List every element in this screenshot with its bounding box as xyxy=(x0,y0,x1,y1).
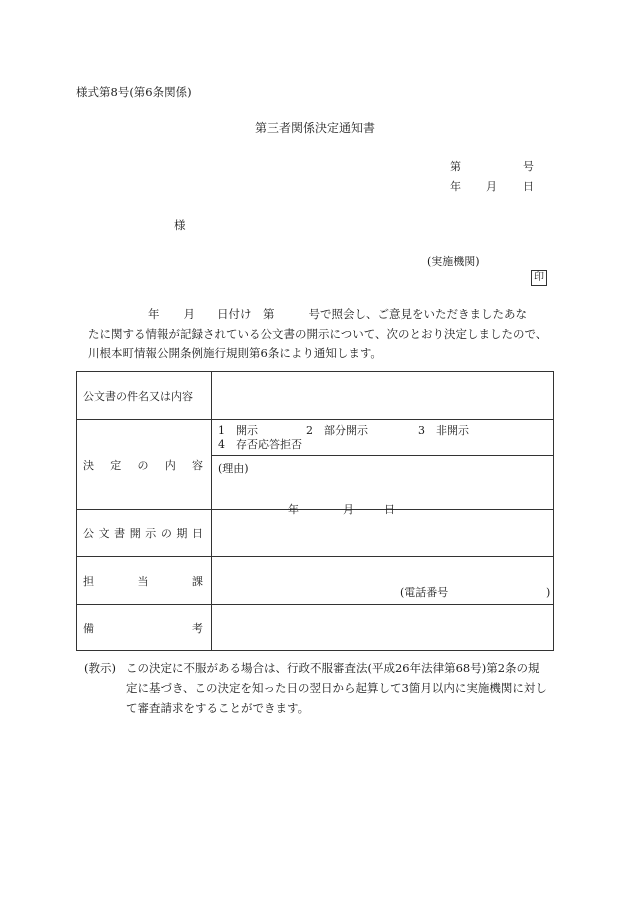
reason-label: (理由) xyxy=(218,462,249,475)
date-month: 月 xyxy=(486,180,497,193)
option-disclose: 1 開示 xyxy=(218,423,258,437)
body-line3: 川根本町情報公開条例施行規則第6条により通知します。 xyxy=(88,346,382,360)
reason-cell xyxy=(212,456,554,510)
disclosure-year: 年 xyxy=(288,503,299,516)
body-paragraph xyxy=(88,305,550,364)
doc-no-suffix: 号 xyxy=(523,160,534,173)
seal-mark: 印 xyxy=(531,270,547,286)
notice-line2: 定に基づき、この決定を知った日の翌日から起算して3箇月以内に実施機関に対し xyxy=(126,681,547,695)
remarks-label: 備 考 xyxy=(77,605,212,651)
phone-close: ) xyxy=(546,586,551,599)
date-day: 日 xyxy=(523,180,534,193)
issuer-label: (実施機関) xyxy=(427,255,480,268)
phone-label: (電話番号 xyxy=(400,586,449,599)
option-partial: 2 部分開示 xyxy=(306,423,368,437)
notice-line3: て審査請求をすることができます。 xyxy=(126,701,310,715)
appeal-notice xyxy=(84,658,562,718)
doc-no-prefix: 第 xyxy=(450,160,461,173)
document-name-label: 公文書の件名又は内容 xyxy=(77,372,212,420)
body-year: 年 xyxy=(148,307,160,321)
department-label: 担 当 課 xyxy=(77,557,212,605)
disclosure-month: 月 xyxy=(343,503,354,516)
form-number: 様式第8号(第6条関係) xyxy=(76,85,192,99)
document-name-value xyxy=(212,372,554,420)
decision-options xyxy=(212,420,554,456)
decision-content-label: 決 定 の 内 容 xyxy=(77,420,212,510)
addressee-honorific: 様 xyxy=(174,218,186,232)
department-value xyxy=(212,557,554,605)
notice-heading: (教示) xyxy=(84,661,116,675)
body-day-ref: 日付け 第 xyxy=(217,307,275,321)
option-nondisclose: 3 非開示 xyxy=(418,423,469,437)
disclosure-date-label: 公 文 書 開 示 の 期 日 xyxy=(77,510,212,557)
decision-table xyxy=(76,371,554,651)
option-refusal: 4 存否応答拒否 xyxy=(218,437,302,451)
notice-line1: この決定に不服がある場合は、行政不服審査法(平成26年法律第68号)第2条の規 xyxy=(126,661,540,675)
body-month: 月 xyxy=(183,307,195,321)
disclosure-date-value xyxy=(212,503,554,557)
document-title: 第三者関係決定通知書 xyxy=(254,121,375,135)
date-year: 年 xyxy=(450,180,461,193)
body-line2: たに関する情報が記録されている公文書の開示について、次のとおり決定しましたので、 xyxy=(88,326,548,341)
disclosure-day: 日 xyxy=(384,503,395,516)
row-document-name xyxy=(77,372,554,420)
body-line1: 号で照会し、ご意見をいただきましたあな xyxy=(308,307,527,321)
remarks-value xyxy=(212,605,554,651)
